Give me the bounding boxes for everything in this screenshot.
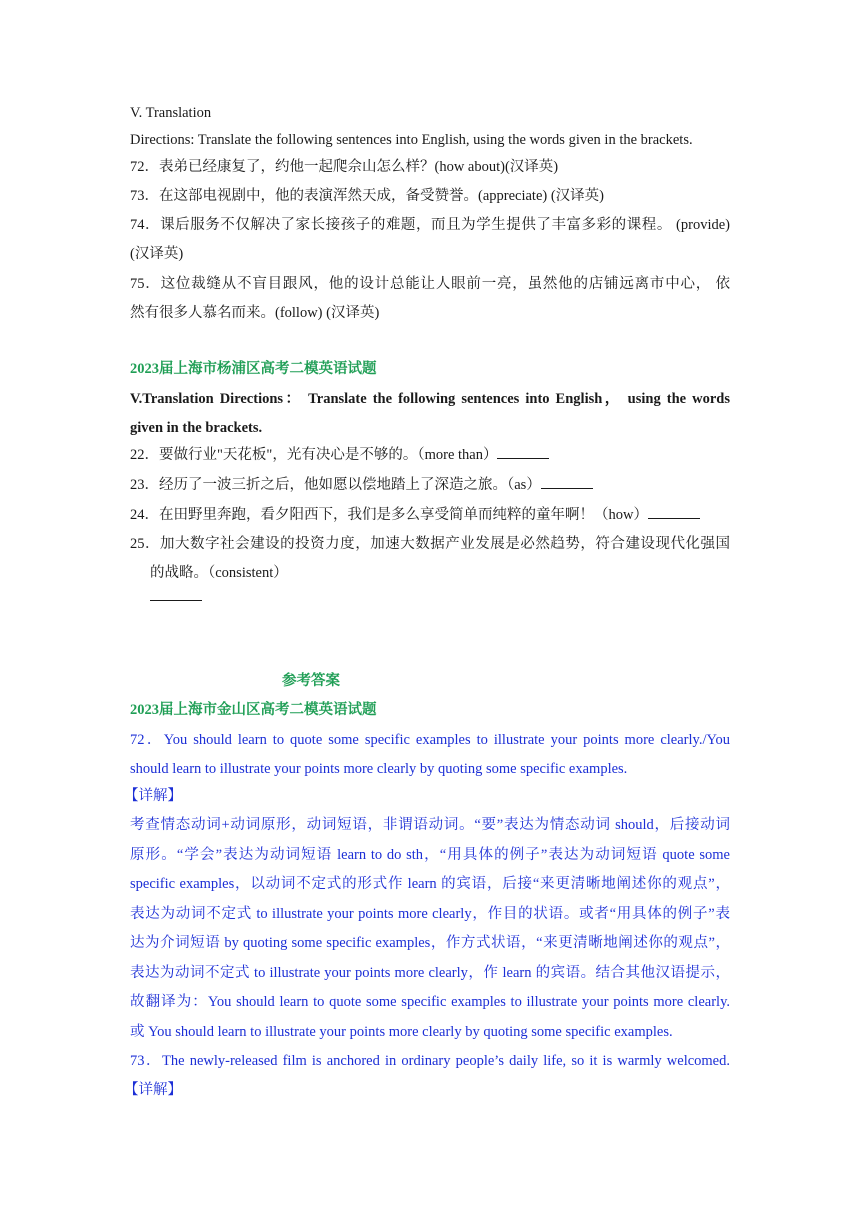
question-72: 72．表弟已经康复了，约他一起爬佘山怎么样？(how about)(汉译英) bbox=[130, 159, 559, 175]
question-22-text: 22．要做行业"天花板"，光有决心是不够的。（more than） bbox=[130, 447, 498, 463]
yangpu-title: 2023届上海市杨浦区高考二模英语试题 bbox=[130, 361, 377, 377]
explanation-line: 或 You should learn to illustrate your points more clearly by quoting some specific examples. bbox=[130, 1024, 673, 1040]
explanation-line: 故翻译为：You should learn to quote some specific examples to illustrate your points more clearly. bbox=[130, 994, 730, 1010]
question-25-blank bbox=[150, 587, 202, 607]
explanation-line: 表达为动词不定式 to illustrate your points more clearly，作目的状语。或者“用具体的例子”表 bbox=[130, 906, 730, 922]
question-25-line1: 25．加大数字社会建设的投资力度，加速大数据产业发展是必然趋势，符合建设现代化强国 bbox=[130, 536, 730, 552]
answer-72-line1: 72．You should learn to quote some specific examples to illustrate your points more clearly./You bbox=[130, 732, 730, 748]
question-74-line2: (汉译英) bbox=[130, 246, 184, 262]
answer-blank bbox=[497, 445, 549, 459]
answer-blank bbox=[150, 587, 202, 601]
explanation-line: specific examples，以动词不定式的形式作 learn 的宾语，后接“来更清晰地阐述你的观点”， bbox=[130, 876, 730, 892]
answer-73: 73．The newly-released film is anchored in ordinary people’s daily life, so it is warmly welcomed. bbox=[130, 1053, 730, 1069]
question-75-line1: 75．这位裁缝从不盲目跟风，他的设计总能让人眼前一亮，虽然他的店铺远离市中心， 依 bbox=[130, 276, 730, 292]
answers-heading: 参考答案 bbox=[282, 673, 340, 689]
detail-label: 【详解】 bbox=[124, 788, 182, 804]
explanation-line: 表达为动词不定式 to illustrate your points more clearly，作 learn 的宾语。结合其他汉语提示， bbox=[130, 965, 730, 981]
question-74-line1: 74．课后服务不仅解决了家长接孩子的难题，而且为学生提供了丰富多彩的课程。 (provide) bbox=[130, 217, 730, 233]
question-24 bbox=[130, 505, 700, 525]
section-heading: V. Translation bbox=[130, 105, 212, 121]
question-22 bbox=[130, 445, 549, 465]
question-75-line2: 然有很多人慕名而来。(follow) (汉译英) bbox=[130, 305, 380, 321]
question-23-text: 23．经历了一波三折之后，他如愿以偿地踏上了深造之旅。（as） bbox=[130, 477, 541, 493]
answer-blank bbox=[648, 505, 700, 519]
explanation-line: 考查情态动词+动词原形，动词短语，非谓语动词。“要”表达为情态动词 should，后接动词 bbox=[130, 817, 730, 833]
explanation-line: 达为介词短语 by quoting some specific examples，作方式状语，“来更清晰地阐述你的观点”， bbox=[130, 935, 730, 951]
question-73: 73．在这部电视剧中，他的表演浑然天成，备受赞誉。(appreciate) (汉译英) bbox=[130, 188, 605, 204]
jinshan-title: 2023届上海市金山区高考二模英语试题 bbox=[130, 702, 377, 718]
question-25-line2: 的战略。（consistent） bbox=[150, 565, 288, 581]
yangpu-directions-line2: given in the brackets. bbox=[130, 420, 263, 436]
answer-blank bbox=[541, 475, 593, 489]
answer-72-line2: should learn to illustrate your points more clearly by quoting some specific examples. bbox=[130, 761, 628, 777]
section-directions: Directions: Translate the following sentences into English, using the words given in the brackets. bbox=[130, 132, 693, 148]
explanation-line: 原形。“学会”表达为动词短语 learn to do sth，“用具体的例子”表达为动词短语 quote some bbox=[130, 847, 730, 863]
detail-label-2: 【详解】 bbox=[124, 1082, 182, 1098]
question-23 bbox=[130, 475, 593, 495]
question-24-text: 24．在田野里奔跑，看夕阳西下，我们是多么享受简单而纯粹的童年啊！（how） bbox=[130, 507, 648, 523]
yangpu-directions-line1: V.Translation Directions： Translate the following sentences into English， using the words bbox=[130, 391, 730, 407]
